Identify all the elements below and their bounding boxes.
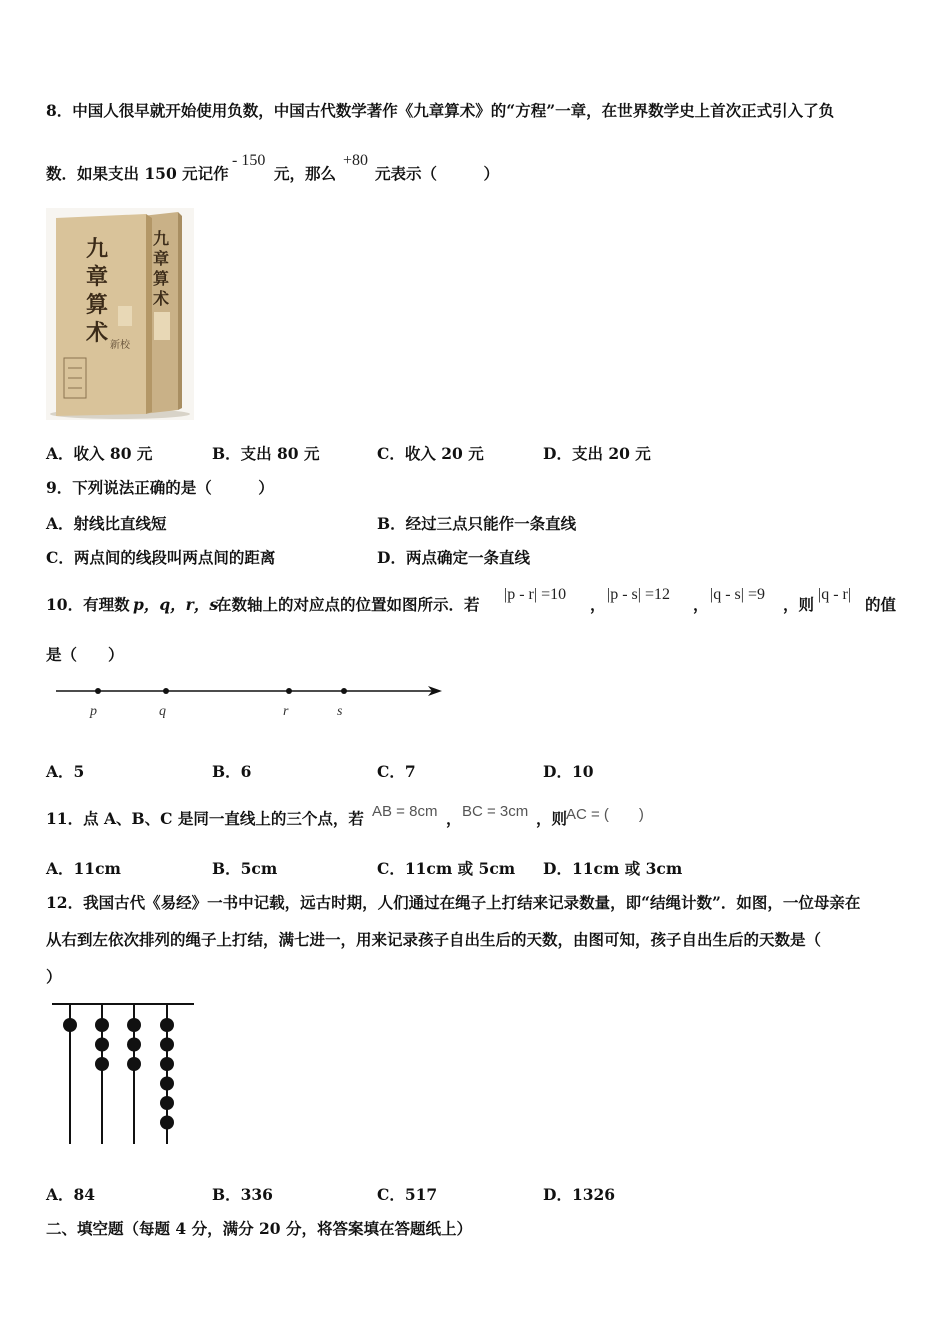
rope-2-knot xyxy=(95,1018,109,1032)
rope-4-knot xyxy=(160,1038,174,1052)
q9-stem: 9．下列说法正确的是（ ） xyxy=(46,478,274,497)
q10-stem-a: 10．有理数 xyxy=(46,595,130,614)
rope-4-knot xyxy=(160,1096,174,1110)
book-title-char-2: 章 xyxy=(86,264,109,289)
rope-4-knot xyxy=(160,1057,174,1071)
point-s xyxy=(341,688,347,694)
book-spine-label xyxy=(154,312,170,340)
q8-stem-line2b: 元，那么 xyxy=(274,164,337,183)
rope-4-knot xyxy=(160,1116,174,1130)
label-q: q xyxy=(159,704,166,719)
q9-option-a[interactable]: A．射线比直线短 xyxy=(46,514,167,533)
q8-option-c[interactable]: C．收入 20 元 xyxy=(377,444,484,463)
point-r xyxy=(286,688,292,694)
q12-option-b[interactable]: B．336 xyxy=(212,1185,273,1204)
q11-stem-b: ，则 xyxy=(536,809,568,828)
q9-option-d[interactable]: D．两点确定一条直线 xyxy=(377,548,530,567)
q11-option-b[interactable]: B．5cm xyxy=(212,859,278,878)
point-p xyxy=(95,688,101,694)
q11-option-a[interactable]: A．11cm xyxy=(46,859,121,878)
q8-math-minus150: - 150 xyxy=(232,152,266,169)
q10-eq-p-r: |p - r| =10 xyxy=(504,586,567,603)
rope-1-knot xyxy=(63,1018,77,1032)
q12-option-d[interactable]: D．1326 xyxy=(543,1185,616,1204)
q11-option-c[interactable]: C．11cm 或 5cm xyxy=(377,859,516,878)
q8-option-a[interactable]: A．收入 80 元 xyxy=(46,444,153,463)
knot-rope-figure xyxy=(48,998,198,1148)
q11-cond-bc: BC = 3cm xyxy=(462,803,529,820)
q10-sep-1: ， xyxy=(590,595,606,614)
q10-stem-d: 的值 xyxy=(865,595,897,614)
q8-stem-line1: 8．中国人很早就开始使用负数，中国古代数学著作《九章算术》的“方程”一章，在世界数学史上首次正式引入了负 xyxy=(46,101,835,120)
book-back-spine xyxy=(178,212,182,410)
book-spine-char-3: 算 xyxy=(153,271,170,288)
q8-option-d[interactable]: D．支出 20 元 xyxy=(543,444,651,463)
label-r: r xyxy=(283,704,289,719)
rope-2-knot xyxy=(95,1038,109,1052)
q10-eq-q-s: |q - s| =9 xyxy=(710,586,765,603)
section2-title: 二、填空题（每题 4 分，满分 20 分，将答案填在答题纸上） xyxy=(46,1219,472,1238)
book-title-char-4: 术 xyxy=(86,320,109,345)
book-spine-char-1: 九 xyxy=(153,231,170,248)
rope-4-knot xyxy=(160,1018,174,1032)
label-p: p xyxy=(90,704,97,719)
book-front-spine xyxy=(146,214,152,414)
q9-option-c[interactable]: C．两点间的线段叫两点间的距离 xyxy=(46,548,276,567)
point-q xyxy=(163,688,169,694)
q10-stem-line2: 是（ ） xyxy=(46,645,124,664)
q11-stem-a: 11．点 A、B、C 是同一直线上的三个点，若 xyxy=(46,809,364,828)
book-spine-char-4: 术 xyxy=(153,291,170,308)
rope-3-knot xyxy=(127,1038,141,1052)
q10-stem-c: ，则 xyxy=(783,595,815,614)
book-title-char-1: 九 xyxy=(86,236,109,261)
q11-comma: ， xyxy=(446,809,462,828)
q8-stem-line2a: 数．如果支出 150 元记作 xyxy=(46,164,229,183)
q10-vars: p，q，r，s xyxy=(133,595,219,614)
q10-option-b[interactable]: B．6 xyxy=(212,762,252,781)
q10-option-c[interactable]: C．7 xyxy=(377,762,416,781)
q8-option-b[interactable]: B．支出 80 元 xyxy=(212,444,320,463)
book-image xyxy=(46,208,194,420)
q10-option-a[interactable]: A．5 xyxy=(46,762,85,781)
rope-3-knot xyxy=(127,1018,141,1032)
rope-4-knot xyxy=(160,1077,174,1091)
q12-stem-line3: ） xyxy=(46,967,62,986)
q12-option-a[interactable]: A．84 xyxy=(46,1185,96,1204)
q8-stem-line2c: 元表示（ ） xyxy=(375,164,500,183)
rope-3-knot xyxy=(127,1057,141,1071)
book-spine-char-2: 章 xyxy=(153,251,170,268)
q10-eq-p-s: |p - s| =12 xyxy=(607,586,670,603)
q9-option-b[interactable]: B．经过三点只能作一条直线 xyxy=(377,514,577,533)
q12-stem-line1: 12．我国古代《易经》一书中记载，远古时期，人们通过在绳子上打结来记录数量，即“结绳计数”．如图，一位母亲在 xyxy=(46,893,861,912)
number-line xyxy=(50,678,450,726)
q12-stem-line2: 从右到左依次排列的绳子上打结，满七进一，用来记录孩子自出生后的天数，由图可知，孩子自出生后的天数是（ xyxy=(46,930,822,949)
q10-eq-q-r: |q - r| xyxy=(818,586,852,603)
q10-stem-b: 在数轴上的对应点的位置如图所示．若 xyxy=(216,595,480,614)
q8-math-plus80: +80 xyxy=(343,152,369,169)
q11-option-d[interactable]: D．11cm 或 3cm xyxy=(543,859,683,878)
rope-2-knot xyxy=(95,1057,109,1071)
q11-cond-ab: AB = 8cm xyxy=(372,803,438,820)
book-front-label xyxy=(118,306,132,326)
book-subtitle: 新校 xyxy=(110,340,130,351)
q10-option-d[interactable]: D．10 xyxy=(543,762,594,781)
book-title-char-3: 算 xyxy=(86,292,109,317)
q10-sep-2: ， xyxy=(693,595,709,614)
label-s: s xyxy=(337,704,343,719)
q12-option-c[interactable]: C．517 xyxy=(377,1185,438,1204)
q11-cond-ac: AC = ( ) xyxy=(566,806,644,823)
